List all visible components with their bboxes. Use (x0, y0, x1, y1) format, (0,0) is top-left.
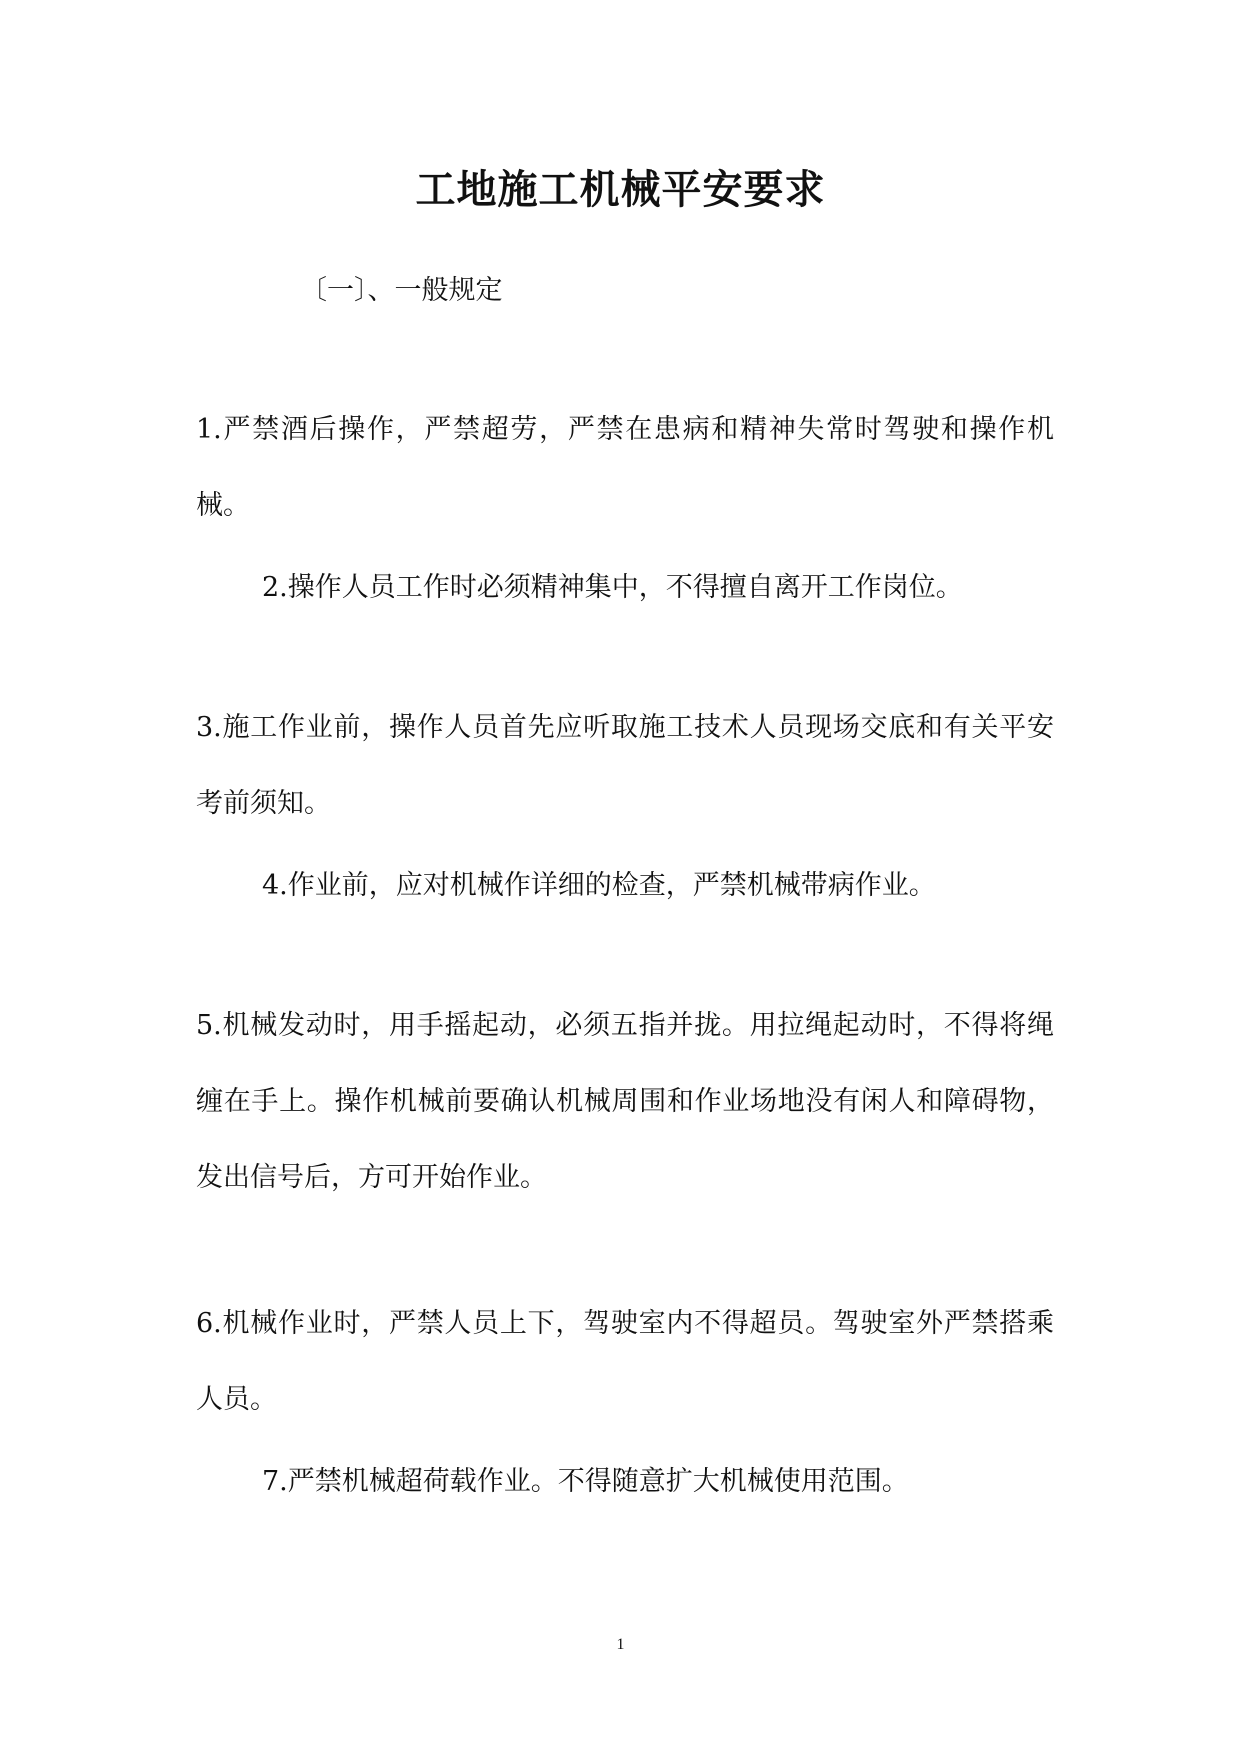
paragraph-item-6: 6.机械作业时，严禁人员上下，驾驶室内不得超员。驾驶室外严禁搭乘人员。 (196, 1308, 1054, 1415)
paragraph-item-5: 5.机械发动时，用手摇起动，必须五指并拢。用拉绳起动时，不得将绳缠在手上。操作机械前要确认机械周围和作业场地没有闲人和障碍物，发出信号后，方可开始作业。 (196, 1010, 1054, 1193)
page-number: 1 (616, 1636, 625, 1653)
paragraph-item-4: 4.作业前，应对机械作详细的检查，严禁机械带病作业。 (262, 870, 936, 901)
section-heading-general-rules: 〔一〕、一般规定 (300, 275, 503, 306)
paragraph-item-1: 1.严禁酒后操作，严禁超劳，严禁在患病和精神失常时驾驶和操作机械。 (196, 414, 1054, 521)
document-title: 工地施工机械平安要求 (415, 166, 826, 213)
paragraph-item-3: 3.施工作业前，操作人员首先应听取施工技术人员现场交底和有关平安考前须知。 (196, 712, 1054, 819)
paragraph-item-7: 7.严禁机械超荷载作业。不得随意扩大机械使用范围。 (262, 1466, 909, 1497)
paragraph-item-2: 2.操作人员工作时必须精神集中，不得擅自离开工作岗位。 (262, 572, 963, 603)
